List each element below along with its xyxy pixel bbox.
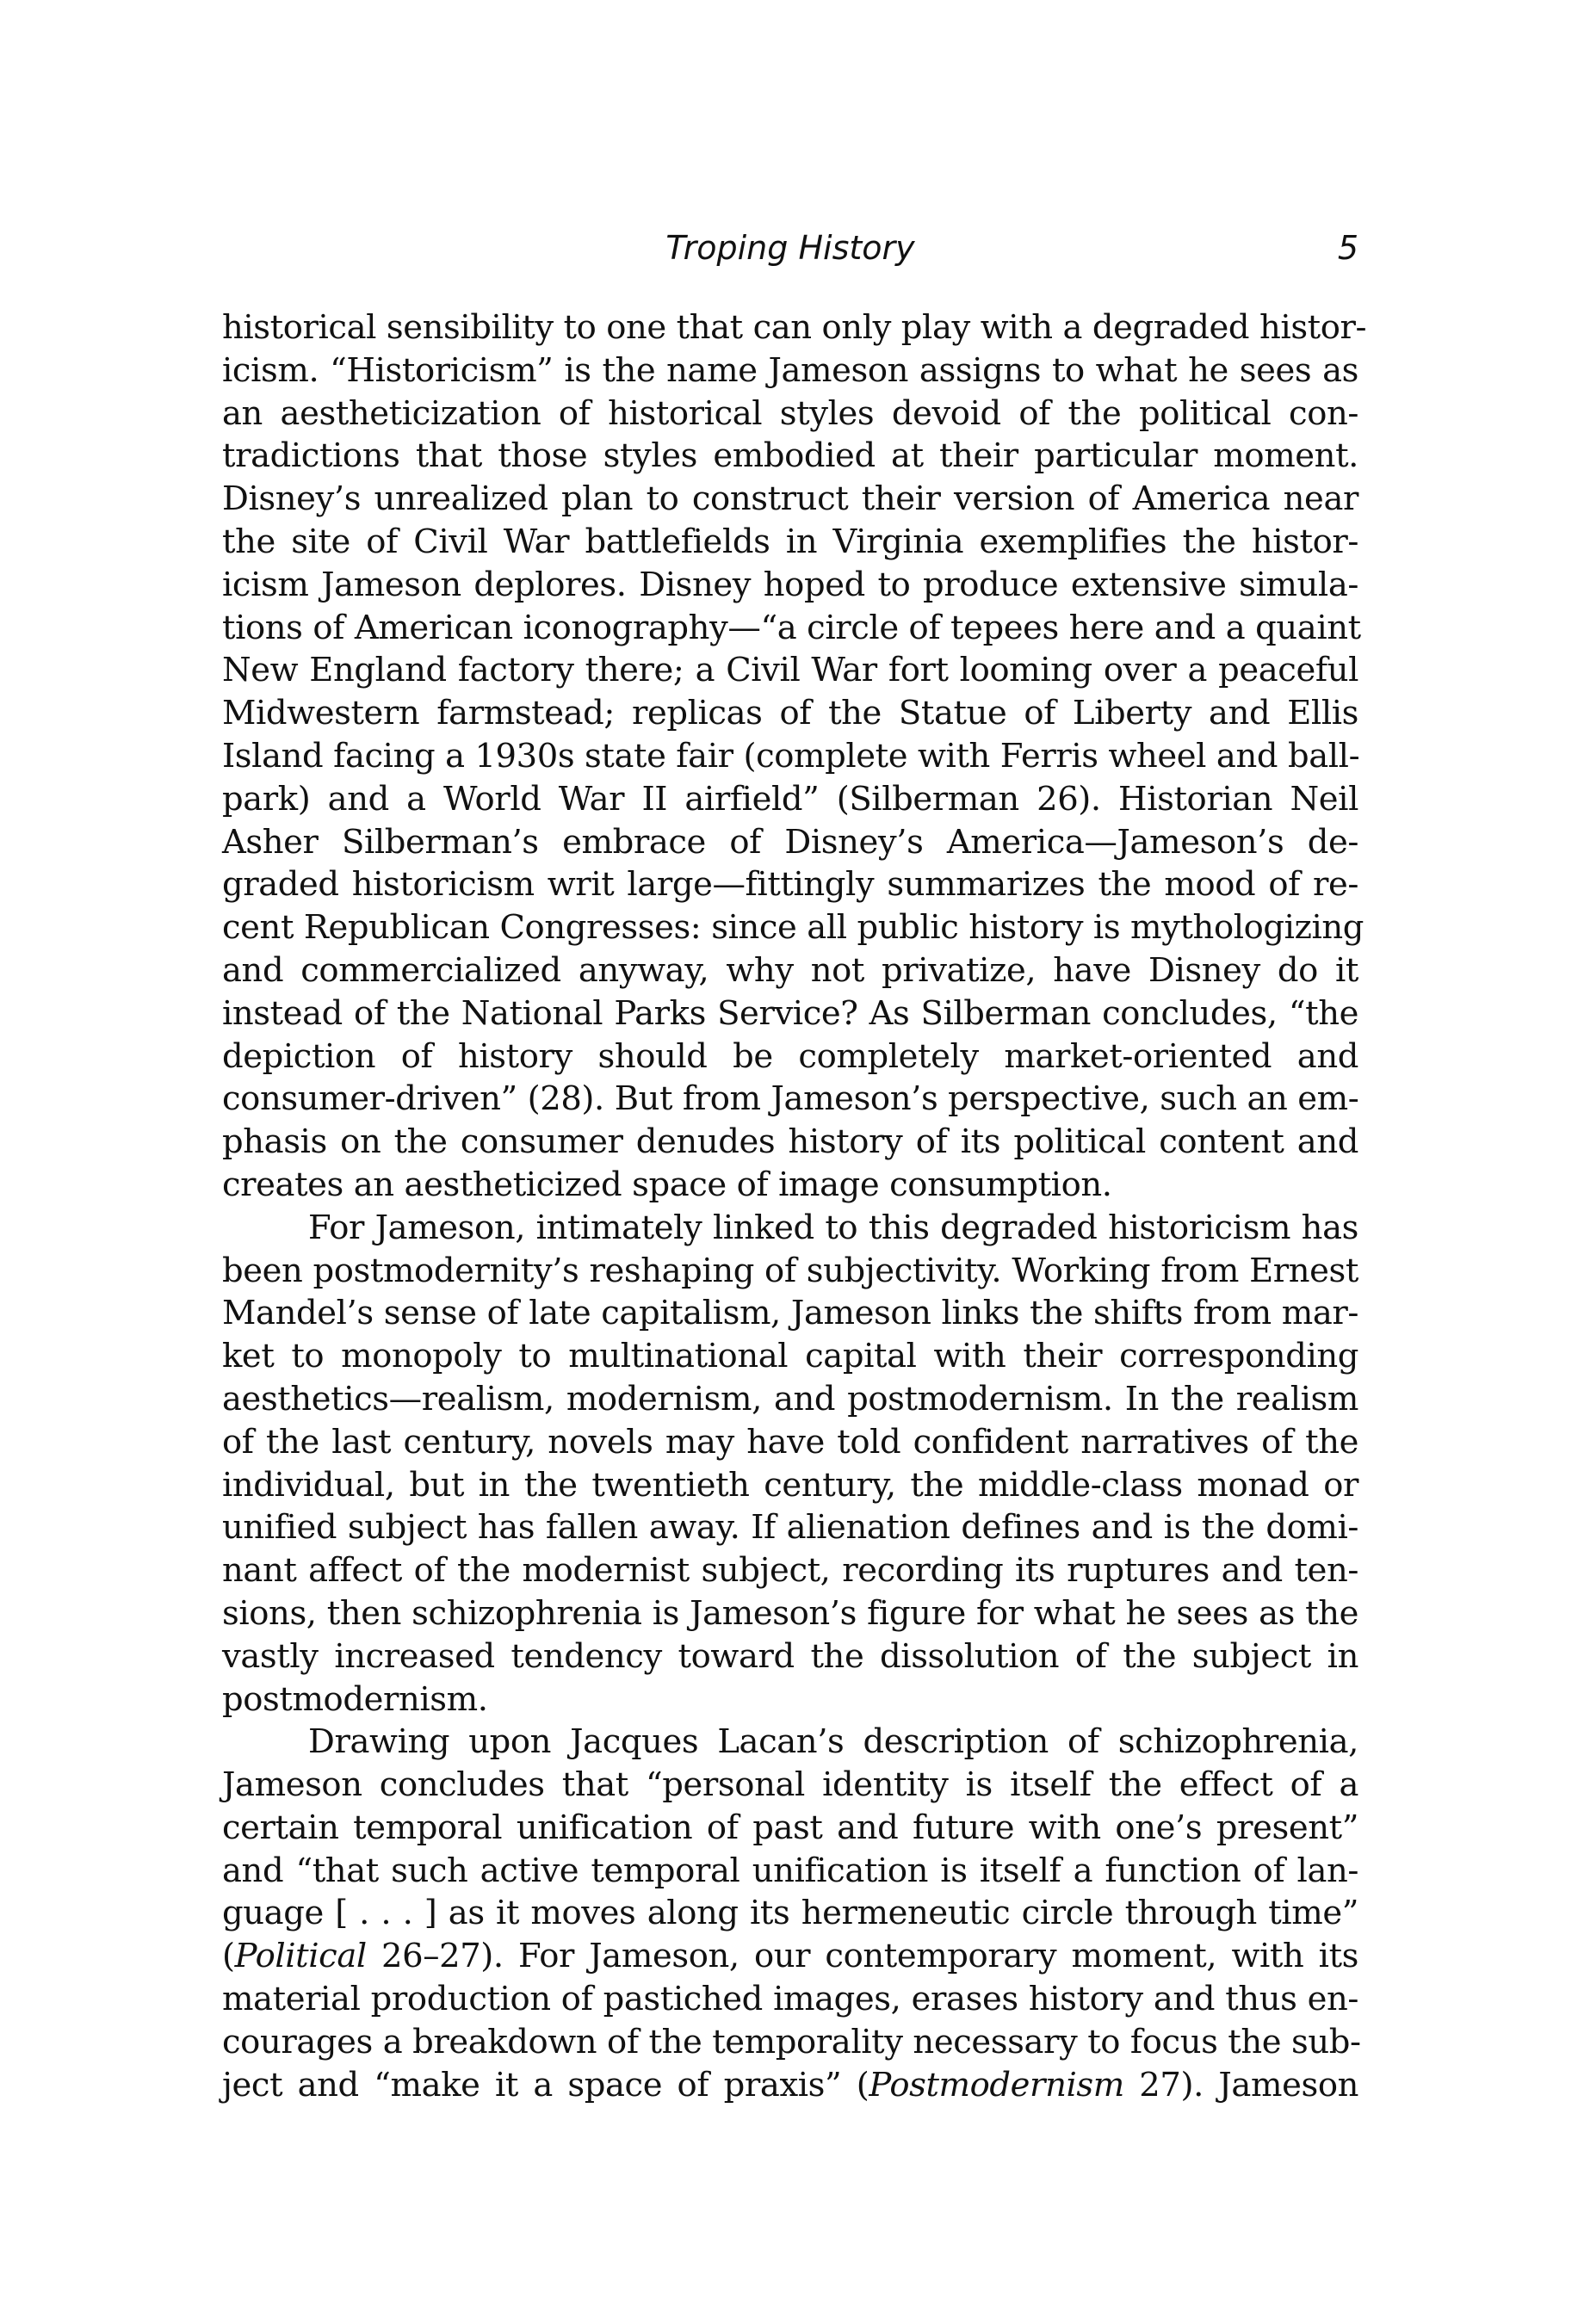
text-line: Mandel’s sense of late capitalism, Jameson links the shifts from mar- [222,1294,1358,1333]
text-line: New England factory there; a Civil War fort looming over a peaceful [222,651,1358,690]
text-line: and commercialized anyway, why not privatize, have Disney do it [222,950,1358,990]
text-line: guage [ . . . ] as it moves along its hermeneutic circle through time” [222,1894,1358,1933]
text-line: nant affect of the modernist subject, recording its ruptures and ten- [222,1551,1358,1591]
text-line: depiction of history should be completely market-oriented and [222,1036,1358,1076]
text-line: Jameson concludes that “personal identity is itself the effect of a [222,1765,1358,1805]
text-line: Asher Silberman’s embrace of Disney’s America—Jameson’s de- [222,822,1358,862]
italic-title: Political [234,1937,367,1976]
text-line: an aestheticization of historical styles devoid of the political con- [222,393,1358,433]
text-line: and “that such active temporal unification is itself a function of lan- [222,1851,1358,1890]
page-number: 5 [1337,229,1358,267]
text-line: tradictions that those styles embodied at their particular moment. [222,436,1358,476]
paragraph-3 [222,1721,1361,2106]
italic-title: Postmodernism [869,2065,1124,2105]
paragraph-1 [222,306,1367,1207]
text-line: of the last century, novels may have told confident narratives of the [222,1422,1358,1462]
body-text [222,306,1367,2106]
text-line: consumer-driven” (28). But from Jameson’s perspective, such an em- [222,1079,1359,1119]
text-line: ket to monopoly to multinational capital with their corresponding [222,1337,1358,1376]
text-line: graded historicism writ large—fittingly summarizes the mood of re- [222,865,1358,905]
text-line: material production of pastiched images, erases history and thus en- [222,1980,1358,2019]
text-line: unified subject has fallen away. If alienation defines and is the domi- [222,1508,1358,1548]
text-line [222,1935,1358,1978]
text-line: For Jameson, intimately linked to this degraded historicism has [308,1208,1358,1247]
text-line: cent Republican Congresses: since all public history is mythologizing [222,908,1365,948]
text-line: Midwestern farmstead; replicas of the Statue of Liberty and Ellis [222,694,1358,733]
paragraph-2 [222,1207,1358,1721]
text-fragment: 27). Jameson [1123,2065,1359,2105]
text-line [222,2064,1358,2107]
text-line: been postmodernity’s reshaping of subjectivity. Working from Ernest [222,1251,1358,1290]
text-fragment: ( [222,1937,235,1976]
text-line: courages a breakdown of the temporality necessary to focus the sub- [222,2022,1361,2061]
text-line: instead of the National Parks Service? As Silberman concludes, “the [222,993,1358,1033]
text-line: aesthetics—realism, modernism, and postmodernism. In the realism [222,1379,1358,1419]
text-fragment: ject and “make it a space of praxis” ( [222,2065,869,2105]
text-line: icism Jameson deplores. Disney hoped to produce extensive simula- [222,565,1358,604]
text-line: creates an aestheticized space of image consumption. [222,1165,1112,1204]
text-line: park) and a World War II airfield” (Silberman 26). Historian Neil [222,779,1358,819]
text-line: historical sensibility to one that can only play with a degraded histor- [222,308,1367,347]
text-line: individual, but in the twentieth century, the middle-class monad or [222,1465,1358,1505]
running-header [222,222,1358,274]
text-line: sions, then schizophrenia is Jameson’s figure for what he sees as the [222,1593,1358,1633]
text-line: the site of Civil War battlefields in Virginia exemplifies the histor- [222,522,1358,561]
text-line: phasis on the consumer denudes history of its political content and [222,1122,1358,1162]
running-title: Troping History [665,229,915,267]
text-fragment: 26–27). For Jameson, our contemporary moment, with its [366,1937,1358,1976]
text-line: Drawing upon Jacques Lacan’s description of schizophrenia, [308,1722,1358,1762]
text-line: tions of American iconography—“a circle of tepees here and a quaint [222,608,1361,647]
text-line: postmodernism. [222,1679,488,1719]
text-line: icism. “Historicism” is the name Jameson assigns to what he sees as [222,350,1358,390]
text-line: vastly increased tendency toward the dissolution of the subject in [222,1636,1358,1676]
text-line: certain temporal unification of past and future with one’s present” [222,1808,1358,1847]
text-line: Disney’s unrealized plan to construct their version of America near [222,479,1358,519]
text-line: Island facing a 1930s state fair (complete with Ferris wheel and ball- [222,736,1360,776]
